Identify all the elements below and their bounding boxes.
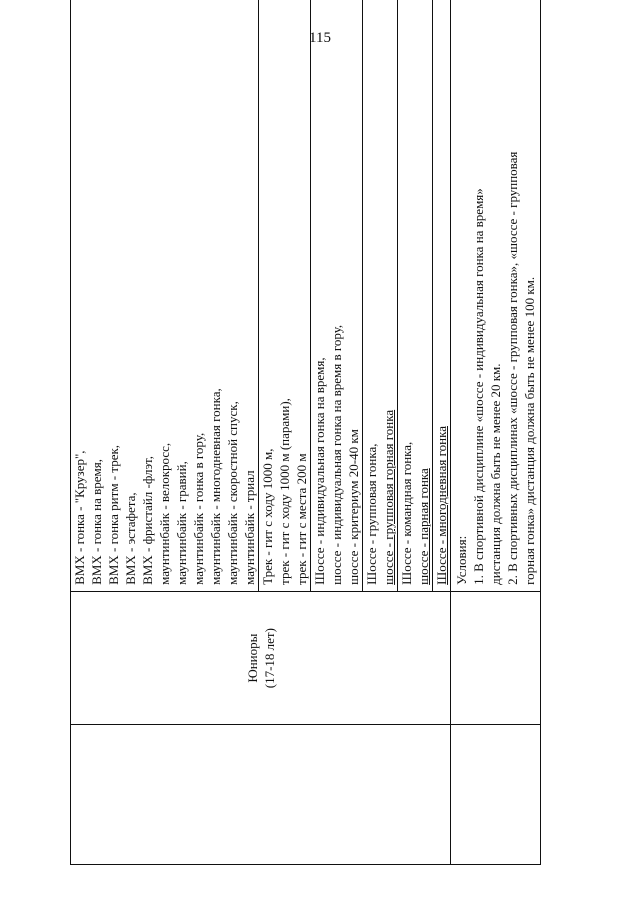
age-group-years: (17-18 лет) <box>261 628 277 689</box>
discipline-cell <box>259 0 311 591</box>
condition-line: дистанция должна быть не менее 20 км. <box>488 363 503 585</box>
discipline-line: BMX - гонка ритм - трек, <box>106 444 121 585</box>
discipline-cell <box>311 0 363 591</box>
condition-line: горная гонка» дистанция должна быть не менее 100 км. <box>522 276 537 585</box>
empty-cell <box>451 591 541 725</box>
discipline-cell <box>433 0 451 591</box>
discipline-cell <box>398 0 433 591</box>
discipline-line: шоссе - парная гонка <box>416 468 431 585</box>
discipline-line: шоссе - групповая горная гонка <box>381 409 396 585</box>
age-group-label: Юниоры <box>244 633 260 683</box>
discipline-line: трек - гит с места 200 м <box>294 453 309 585</box>
discipline-table <box>70 0 541 865</box>
discipline-line: маунтинбайк - гонка в гору, <box>191 432 206 585</box>
discipline-line: маунтинбайк - скоростной спуск, <box>225 401 240 585</box>
table-row <box>451 0 541 865</box>
rotated-table-region <box>70 0 590 865</box>
discipline-line: Шоссе - командная гонка, <box>399 441 414 585</box>
discipline-line: маунтинбайк - многодневная гонка, <box>208 388 223 585</box>
discipline-line: маунтинбайк - гравий, <box>174 461 189 585</box>
conditions-cell <box>451 0 541 591</box>
condition-line: 2. В спортивных дисциплинах «шоссе - групповая гонка», «шоссе - групповая <box>505 151 520 585</box>
discipline-line: маунтинбайк - велокросс, <box>157 442 172 585</box>
discipline-line: Шоссе - многодневная гонка <box>434 426 449 585</box>
discipline-line: шоссе - критериум 20-40 км <box>346 429 361 585</box>
discipline-line: BMX - гонка на время, <box>89 458 104 585</box>
discipline-cell <box>71 0 259 591</box>
discipline-line: маунтинбайк - триал <box>242 470 257 585</box>
condition-line: 1. В спортивной дисциплине «шоссе - индивидуальная гонка на время» <box>471 188 486 585</box>
discipline-line: BMX - фристайл -флэт, <box>140 456 155 585</box>
discipline-line: шоссе - индивидуальная гонка на время в гору, <box>329 324 344 585</box>
age-group-cell <box>71 591 451 725</box>
table-row <box>71 0 259 865</box>
discipline-line: Шоссе - групповая гонка, <box>364 443 379 585</box>
discipline-cell <box>363 0 398 591</box>
discipline-line: Трек - гит с ходу 1000 м, <box>260 448 275 585</box>
conditions-title: Условия: <box>454 535 469 585</box>
discipline-line: BMX - гонка - "Крузер", <box>72 450 87 585</box>
page-number: 115 <box>309 30 331 46</box>
discipline-line: BMX - эстафета, <box>123 492 138 585</box>
empty-cell <box>71 725 451 865</box>
empty-cell <box>451 725 541 865</box>
discipline-line: Шоссе - индивидуальная гонка на время, <box>312 357 327 585</box>
discipline-line: трек - гит с ходу 1000 м (парами), <box>277 398 292 585</box>
